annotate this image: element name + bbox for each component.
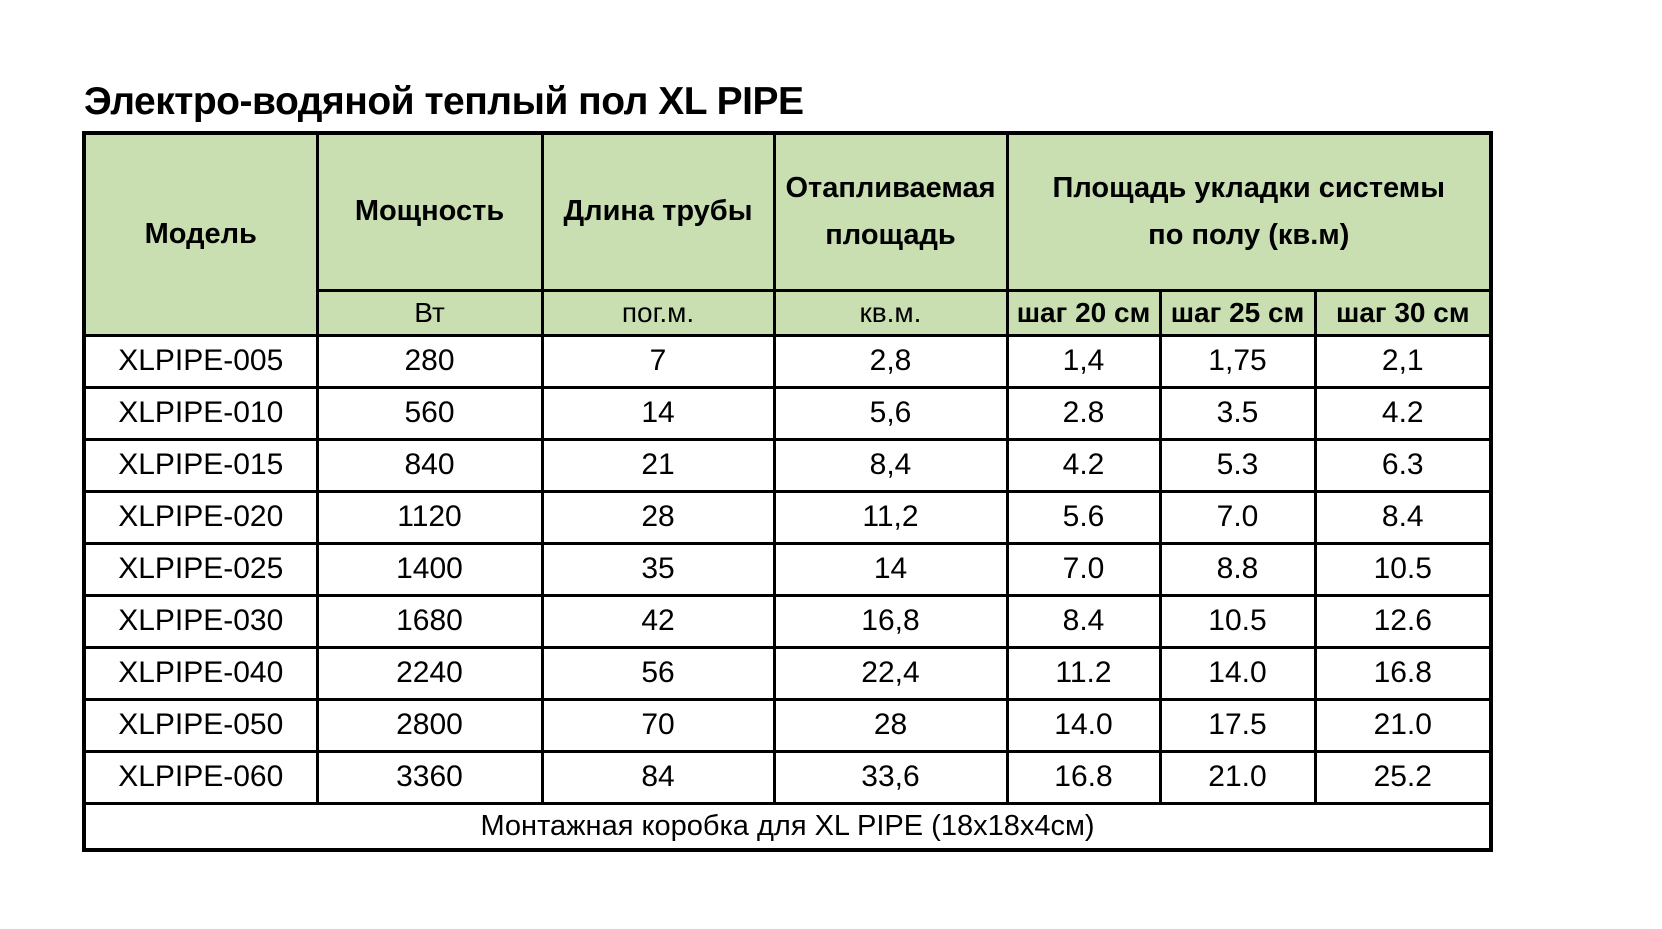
- cell-power: 280: [317, 335, 542, 387]
- cell-pipe-length: 21: [542, 439, 774, 491]
- cell-power: 840: [317, 439, 542, 491]
- cell-heated-area: 14: [774, 543, 1007, 595]
- cell-pipe-length: 35: [542, 543, 774, 595]
- cell-pipe-length: 42: [542, 595, 774, 647]
- table-row: [84, 387, 1491, 439]
- cell-step-30: 8.4: [1315, 491, 1491, 543]
- cell-heated-area: 16,8: [774, 595, 1007, 647]
- cell-power: 3360: [317, 751, 542, 803]
- cell-step-30: 2,1: [1315, 335, 1491, 387]
- cell-power: 1680: [317, 595, 542, 647]
- xlpipe-spec-table: [82, 131, 1493, 852]
- unit-step-20: шаг 20 см: [1007, 290, 1160, 335]
- cell-step-30: 25.2: [1315, 751, 1491, 803]
- cell-step-30: 4.2: [1315, 387, 1491, 439]
- col-header-power: Мощность: [317, 133, 542, 290]
- cell-step-30: 21.0: [1315, 699, 1491, 751]
- cell-model: XLPIPE-025: [84, 543, 317, 595]
- table-row: [84, 595, 1491, 647]
- laying-area-line-2: по полу (кв.м): [1148, 218, 1350, 251]
- cell-step-25: 5.3: [1160, 439, 1315, 491]
- page-title: Электро-водяной теплый пол XL PIPE: [84, 80, 804, 123]
- cell-model: XLPIPE-040: [84, 647, 317, 699]
- table-row: [84, 751, 1491, 803]
- cell-pipe-length: 7: [542, 335, 774, 387]
- cell-heated-area: 8,4: [774, 439, 1007, 491]
- cell-model: XLPIPE-060: [84, 751, 317, 803]
- table-row: [84, 699, 1491, 751]
- table-row: [84, 543, 1491, 595]
- cell-power: 1120: [317, 491, 542, 543]
- cell-step-20: 8.4: [1007, 595, 1160, 647]
- cell-step-25: 1,75: [1160, 335, 1315, 387]
- mounting-box-note: Монтажная коробка для XL PIPE (18х18х4см): [84, 803, 1491, 850]
- col-header-model: Модель: [84, 133, 317, 335]
- cell-model: XLPIPE-030: [84, 595, 317, 647]
- cell-model: XLPIPE-005: [84, 335, 317, 387]
- cell-pipe-length: 28: [542, 491, 774, 543]
- cell-step-25: 14.0: [1160, 647, 1315, 699]
- cell-pipe-length: 14: [542, 387, 774, 439]
- cell-step-20: 7.0: [1007, 543, 1160, 595]
- col-header-heated-area: [774, 133, 1007, 290]
- cell-power: 1400: [317, 543, 542, 595]
- cell-step-20: 2.8: [1007, 387, 1160, 439]
- cell-model: XLPIPE-050: [84, 699, 317, 751]
- cell-step-30: 10.5: [1315, 543, 1491, 595]
- unit-power: Вт: [317, 290, 542, 335]
- cell-step-20: 14.0: [1007, 699, 1160, 751]
- cell-step-25: 10.5: [1160, 595, 1315, 647]
- cell-power: 2800: [317, 699, 542, 751]
- cell-heated-area: 11,2: [774, 491, 1007, 543]
- cell-step-25: 3.5: [1160, 387, 1315, 439]
- cell-step-20: 5.6: [1007, 491, 1160, 543]
- header-row-main: [84, 133, 1491, 290]
- cell-model: XLPIPE-020: [84, 491, 317, 543]
- cell-heated-area: 22,4: [774, 647, 1007, 699]
- cell-step-30: 16.8: [1315, 647, 1491, 699]
- table-row: [84, 439, 1491, 491]
- cell-step-30: 6.3: [1315, 439, 1491, 491]
- laying-area-line-1: Площадь укладки системы: [1052, 172, 1445, 205]
- cell-step-20: 16.8: [1007, 751, 1160, 803]
- footer-row: [84, 803, 1491, 850]
- cell-step-30: 12.6: [1315, 595, 1491, 647]
- cell-heated-area: 33,6: [774, 751, 1007, 803]
- unit-step-25: шаг 25 см: [1160, 290, 1315, 335]
- cell-heated-area: 28: [774, 699, 1007, 751]
- cell-heated-area: 2,8: [774, 335, 1007, 387]
- cell-step-20: 4.2: [1007, 439, 1160, 491]
- heated-area-line-1: Отапливаемая: [785, 172, 996, 205]
- heated-area-line-2: площадь: [825, 218, 956, 251]
- cell-step-20: 11.2: [1007, 647, 1160, 699]
- cell-model: XLPIPE-010: [84, 387, 317, 439]
- table-row: [84, 335, 1491, 387]
- unit-step-30: шаг 30 см: [1315, 290, 1491, 335]
- cell-step-20: 1,4: [1007, 335, 1160, 387]
- table-row: [84, 647, 1491, 699]
- cell-pipe-length: 70: [542, 699, 774, 751]
- cell-model: XLPIPE-015: [84, 439, 317, 491]
- cell-step-25: 17.5: [1160, 699, 1315, 751]
- cell-power: 2240: [317, 647, 542, 699]
- cell-pipe-length: 84: [542, 751, 774, 803]
- cell-pipe-length: 56: [542, 647, 774, 699]
- cell-heated-area: 5,6: [774, 387, 1007, 439]
- cell-step-25: 21.0: [1160, 751, 1315, 803]
- cell-power: 560: [317, 387, 542, 439]
- col-header-pipe-length: Длина трубы: [542, 133, 774, 290]
- unit-heated-area: кв.м.: [774, 290, 1007, 335]
- table-row: [84, 491, 1491, 543]
- cell-step-25: 8.8: [1160, 543, 1315, 595]
- unit-pipe-length: пог.м.: [542, 290, 774, 335]
- cell-step-25: 7.0: [1160, 491, 1315, 543]
- col-header-laying-area: [1007, 133, 1491, 290]
